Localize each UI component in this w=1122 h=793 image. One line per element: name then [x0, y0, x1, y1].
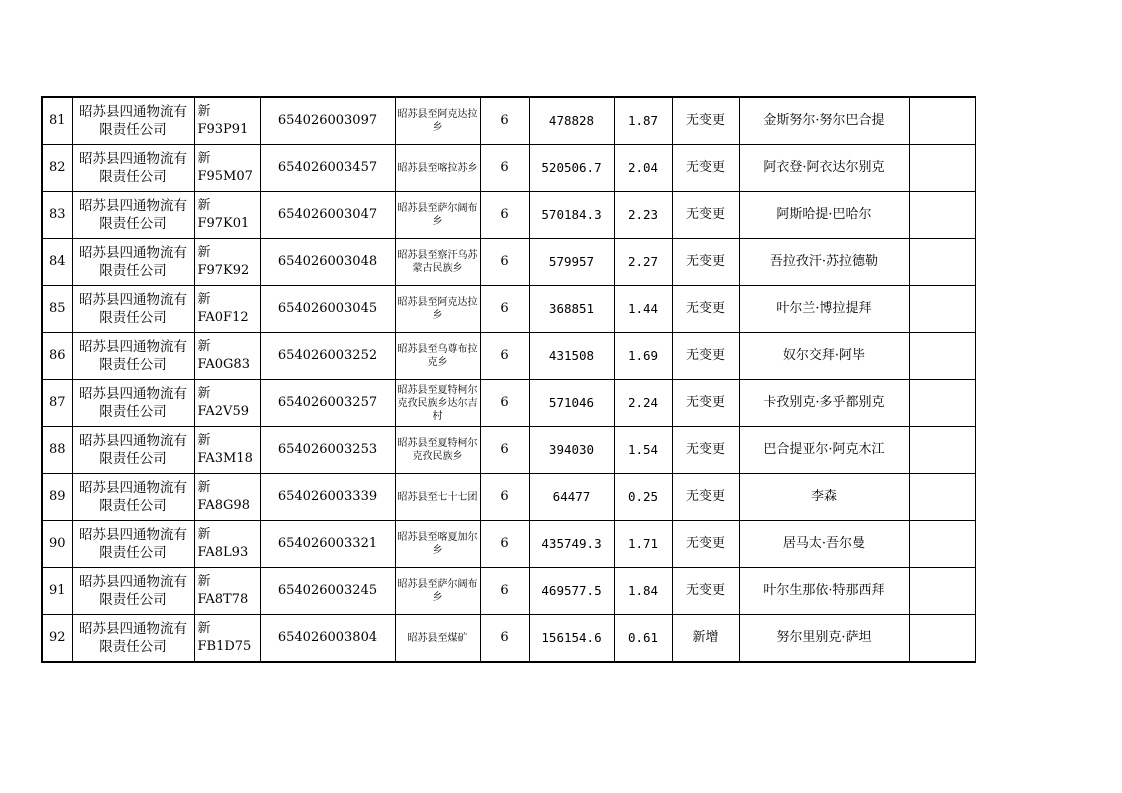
- route-cell: 昭苏县至阿克达拉乡: [395, 97, 480, 145]
- route-cell: 昭苏县至萨尔阔布乡: [395, 192, 480, 239]
- permit-id-cell: 654026003321: [260, 521, 395, 568]
- seats-cell: 6: [480, 615, 529, 663]
- permit-id-cell: 654026003253: [260, 427, 395, 474]
- seats-cell: 6: [480, 568, 529, 615]
- amount-cell: 469577.5: [529, 568, 614, 615]
- route-cell: 昭苏县至夏特柯尔克孜民族乡: [395, 427, 480, 474]
- table-row: [42, 192, 975, 239]
- plate-number-cell: 新F93P91: [194, 97, 260, 145]
- amount-cell: 368851: [529, 286, 614, 333]
- table-row: [42, 286, 975, 333]
- seats-cell: 6: [480, 380, 529, 427]
- note-cell: [909, 97, 975, 145]
- note-cell: [909, 286, 975, 333]
- table-row: [42, 333, 975, 380]
- row-number-cell: 90: [42, 521, 72, 568]
- row-number-cell: 92: [42, 615, 72, 663]
- seats-cell: 6: [480, 427, 529, 474]
- note-cell: [909, 615, 975, 663]
- company-cell: 昭苏县四通物流有限责任公司: [72, 333, 194, 380]
- plate-number-cell: 新F95M07: [194, 145, 260, 192]
- ratio-cell: 1.54: [614, 427, 672, 474]
- table-row: [42, 145, 975, 192]
- plate-number-cell: 新FA8L93: [194, 521, 260, 568]
- operator-name-cell: 李森: [739, 474, 909, 521]
- row-number-cell: 83: [42, 192, 72, 239]
- company-cell: 昭苏县四通物流有限责任公司: [72, 239, 194, 286]
- ratio-cell: 1.44: [614, 286, 672, 333]
- ratio-cell: 0.61: [614, 615, 672, 663]
- company-cell: 昭苏县四通物流有限责任公司: [72, 145, 194, 192]
- note-cell: [909, 521, 975, 568]
- permit-id-cell: 654026003339: [260, 474, 395, 521]
- ratio-cell: 2.04: [614, 145, 672, 192]
- amount-cell: 156154.6: [529, 615, 614, 663]
- status-cell: 无变更: [672, 192, 739, 239]
- company-cell: 昭苏县四通物流有限责任公司: [72, 615, 194, 663]
- table-row: [42, 474, 975, 521]
- status-cell: 无变更: [672, 145, 739, 192]
- permit-id-cell: 654026003047: [260, 192, 395, 239]
- seats-cell: 6: [480, 192, 529, 239]
- plate-number-cell: 新FA0G83: [194, 333, 260, 380]
- ratio-cell: 1.84: [614, 568, 672, 615]
- permit-id-cell: 654026003048: [260, 239, 395, 286]
- operator-name-cell: 奴尔交拜·阿毕: [739, 333, 909, 380]
- seats-cell: 6: [480, 333, 529, 380]
- plate-number-cell: 新FB1D75: [194, 615, 260, 663]
- ratio-cell: 2.23: [614, 192, 672, 239]
- amount-cell: 571046: [529, 380, 614, 427]
- route-cell: 昭苏县至夏特柯尔克孜民族乡达尔吉村: [395, 380, 480, 427]
- row-number-cell: 81: [42, 97, 72, 145]
- operator-name-cell: 努尔里别克·萨坦: [739, 615, 909, 663]
- company-cell: 昭苏县四通物流有限责任公司: [72, 380, 194, 427]
- amount-cell: 520506.7: [529, 145, 614, 192]
- note-cell: [909, 380, 975, 427]
- note-cell: [909, 333, 975, 380]
- note-cell: [909, 192, 975, 239]
- status-cell: 无变更: [672, 474, 739, 521]
- company-cell: 昭苏县四通物流有限责任公司: [72, 521, 194, 568]
- permit-id-cell: 654026003045: [260, 286, 395, 333]
- plate-number-cell: 新FA8G98: [194, 474, 260, 521]
- operator-name-cell: 金斯努尔·努尔巴合提: [739, 97, 909, 145]
- operator-name-cell: 叶尔生那依·特那西拜: [739, 568, 909, 615]
- operator-name-cell: 叶尔兰·博拉提拜: [739, 286, 909, 333]
- table-row: [42, 521, 975, 568]
- plate-number-cell: 新FA3M18: [194, 427, 260, 474]
- table-row: [42, 380, 975, 427]
- plate-number-cell: 新FA0F12: [194, 286, 260, 333]
- note-cell: [909, 474, 975, 521]
- operator-name-cell: 巴合提亚尔·阿克木江: [739, 427, 909, 474]
- route-cell: 昭苏县至煤矿: [395, 615, 480, 663]
- seats-cell: 6: [480, 239, 529, 286]
- route-cell: 昭苏县至阿克达拉乡: [395, 286, 480, 333]
- amount-cell: 394030: [529, 427, 614, 474]
- seats-cell: 6: [480, 474, 529, 521]
- seats-cell: 6: [480, 286, 529, 333]
- row-number-cell: 87: [42, 380, 72, 427]
- ratio-cell: 2.27: [614, 239, 672, 286]
- status-cell: 无变更: [672, 97, 739, 145]
- status-cell: 无变更: [672, 333, 739, 380]
- plate-number-cell: 新F97K01: [194, 192, 260, 239]
- row-number-cell: 84: [42, 239, 72, 286]
- ratio-cell: 1.71: [614, 521, 672, 568]
- company-cell: 昭苏县四通物流有限责任公司: [72, 568, 194, 615]
- table-row: [42, 97, 975, 145]
- amount-cell: 64477: [529, 474, 614, 521]
- ratio-cell: 1.87: [614, 97, 672, 145]
- company-cell: 昭苏县四通物流有限责任公司: [72, 427, 194, 474]
- operator-name-cell: 卡孜别克·多乎都别克: [739, 380, 909, 427]
- amount-cell: 431508: [529, 333, 614, 380]
- company-cell: 昭苏县四通物流有限责任公司: [72, 474, 194, 521]
- ratio-cell: 2.24: [614, 380, 672, 427]
- row-number-cell: 85: [42, 286, 72, 333]
- note-cell: [909, 427, 975, 474]
- status-cell: 无变更: [672, 380, 739, 427]
- company-cell: 昭苏县四通物流有限责任公司: [72, 286, 194, 333]
- company-cell: 昭苏县四通物流有限责任公司: [72, 97, 194, 145]
- note-cell: [909, 145, 975, 192]
- vehicle-data-table: [41, 96, 976, 663]
- permit-id-cell: 654026003804: [260, 615, 395, 663]
- plate-number-cell: 新FA8T78: [194, 568, 260, 615]
- operator-name-cell: 阿衣登·阿衣达尔别克: [739, 145, 909, 192]
- route-cell: 昭苏县至萨尔阔布乡: [395, 568, 480, 615]
- plate-number-cell: 新F97K92: [194, 239, 260, 286]
- amount-cell: 579957: [529, 239, 614, 286]
- note-cell: [909, 568, 975, 615]
- permit-id-cell: 654026003257: [260, 380, 395, 427]
- status-cell: 无变更: [672, 427, 739, 474]
- route-cell: 昭苏县至喀夏加尔乡: [395, 521, 480, 568]
- amount-cell: 478828: [529, 97, 614, 145]
- note-cell: [909, 239, 975, 286]
- operator-name-cell: 吾拉孜汗·苏拉德勒: [739, 239, 909, 286]
- table-body: [42, 97, 975, 662]
- permit-id-cell: 654026003097: [260, 97, 395, 145]
- seats-cell: 6: [480, 97, 529, 145]
- company-cell: 昭苏县四通物流有限责任公司: [72, 192, 194, 239]
- row-number-cell: 88: [42, 427, 72, 474]
- table-row: [42, 427, 975, 474]
- status-cell: 无变更: [672, 239, 739, 286]
- row-number-cell: 82: [42, 145, 72, 192]
- route-cell: 昭苏县至乌尊布拉克乡: [395, 333, 480, 380]
- row-number-cell: 91: [42, 568, 72, 615]
- row-number-cell: 86: [42, 333, 72, 380]
- seats-cell: 6: [480, 145, 529, 192]
- table-row: [42, 568, 975, 615]
- route-cell: 昭苏县至喀拉苏乡: [395, 145, 480, 192]
- table-row: [42, 615, 975, 663]
- route-cell: 昭苏县至七十七团: [395, 474, 480, 521]
- status-cell: 无变更: [672, 521, 739, 568]
- ratio-cell: 1.69: [614, 333, 672, 380]
- row-number-cell: 89: [42, 474, 72, 521]
- status-cell: 无变更: [672, 568, 739, 615]
- seats-cell: 6: [480, 521, 529, 568]
- permit-id-cell: 654026003245: [260, 568, 395, 615]
- amount-cell: 570184.3: [529, 192, 614, 239]
- operator-name-cell: 阿斯哈提·巴哈尔: [739, 192, 909, 239]
- amount-cell: 435749.3: [529, 521, 614, 568]
- permit-id-cell: 654026003252: [260, 333, 395, 380]
- status-cell: 新增: [672, 615, 739, 663]
- status-cell: 无变更: [672, 286, 739, 333]
- ratio-cell: 0.25: [614, 474, 672, 521]
- plate-number-cell: 新FA2V59: [194, 380, 260, 427]
- table-row: [42, 239, 975, 286]
- permit-id-cell: 654026003457: [260, 145, 395, 192]
- route-cell: 昭苏县至察汗乌苏蒙古民族乡: [395, 239, 480, 286]
- operator-name-cell: 居马太·吾尔曼: [739, 521, 909, 568]
